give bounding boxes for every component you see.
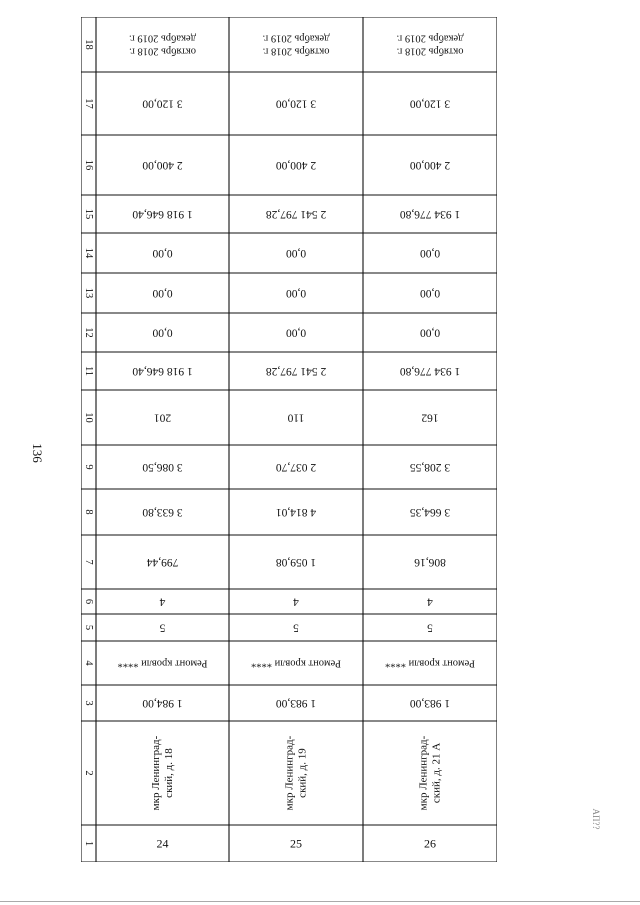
table-cell: 2 541 797,28 (265, 208, 327, 220)
table-cell: 806,16 (414, 556, 446, 568)
table-cell: 3 120,00 (275, 97, 317, 110)
header-number: 18 (83, 39, 94, 50)
table-cell: 3 208,55 (409, 461, 451, 473)
rotated-data-table (81, 17, 497, 862)
table-cell: 4 (159, 595, 166, 608)
row-number-cell: 24 (156, 836, 169, 851)
table-cell: 0,00 (419, 326, 441, 339)
table-cell: 2 400,00 (409, 159, 451, 171)
address-cell: ский, д. 21 А (430, 742, 443, 804)
address-cell: ский, д. 18 (163, 748, 176, 798)
table-cell: 2 541 797,28 (265, 365, 327, 377)
table-cell: 0,00 (285, 247, 307, 259)
header-number: 10 (83, 412, 94, 423)
table-cell: 2 400,00 (142, 159, 183, 171)
header-number: 9 (83, 464, 94, 470)
header-number: 4 (83, 660, 94, 666)
table-cell: 1 059,08 (275, 556, 317, 568)
header-number: 14 (83, 247, 94, 259)
table-cell: 3 633,80 (142, 506, 183, 518)
table-cell: 5 (427, 621, 433, 634)
header-number: 16 (83, 159, 94, 171)
table-cell: 3 664,35 (409, 506, 451, 518)
header-number: 3 (83, 700, 94, 706)
table-cell: 0,00 (152, 287, 173, 299)
table-cell: 3 120,00 (142, 97, 183, 110)
header-number: 15 (83, 208, 94, 220)
table-cell: 4 814,01 (275, 506, 317, 518)
work-type-cell: Ремонт кровли **** (385, 657, 475, 669)
page-number: 136 (30, 443, 45, 463)
table-cell: 5 (293, 621, 299, 634)
row-number-cell: 25 (290, 836, 302, 851)
table-cell: 1 934 776,80 (399, 365, 461, 377)
address-cell: ский, д. 19 (296, 748, 309, 798)
table-grid (81, 17, 497, 862)
table-cell: 162 (421, 411, 439, 424)
period-cell: декабрь 2019 г. (129, 32, 196, 44)
header-number: 8 (83, 509, 94, 515)
header-number: 12 (83, 327, 94, 338)
header-number: 13 (83, 287, 94, 299)
table-cell: 0,00 (152, 326, 173, 339)
period-cell: октябрь 2018 г. (262, 45, 330, 57)
period-cell: декабрь 2019 г. (396, 32, 464, 44)
table-cell: 0,00 (152, 247, 173, 259)
table-cell: 0,00 (285, 326, 307, 339)
table-cell: 799,44 (146, 556, 179, 568)
page-bottom-rule (0, 901, 640, 902)
work-type-cell: Ремонт кровли **** (117, 657, 208, 669)
table-cell: 2 400,00 (275, 159, 317, 171)
table-cell: 3 086,50 (142, 461, 183, 473)
table-cell: 1 918 646,40 (132, 365, 193, 377)
table-cell: 110 (287, 411, 305, 424)
table-cell: 1 984,00 (142, 697, 183, 709)
table-cell: 1 918 646,40 (132, 208, 193, 220)
margin-mark: АП?? (591, 808, 601, 830)
table-cell: 1 934 776,80 (399, 208, 461, 220)
table-cell: 4 (293, 595, 299, 608)
table-cell: 0,00 (419, 247, 441, 259)
period-cell: октябрь 2018 г. (396, 45, 464, 57)
table-cell: 1 983,00 (275, 697, 317, 709)
table-cell: 3 120,00 (409, 97, 451, 110)
address-cell: мкр Ленинград- (149, 735, 162, 811)
header-number: 2 (83, 770, 94, 776)
table-cell: 5 (159, 621, 166, 634)
row-number-cell: 26 (424, 836, 436, 851)
table-cell: 1 983,00 (409, 697, 451, 709)
table-cell: 0,00 (285, 287, 307, 299)
header-number: 1 (83, 840, 94, 847)
table-cell: 2 037,70 (275, 461, 317, 473)
table-cell: 0,00 (419, 287, 441, 299)
period-cell: декабрь 2019 г. (262, 32, 330, 44)
table-cell: 201 (153, 411, 172, 424)
work-type-cell: Ремонт кровли **** (251, 657, 341, 669)
header-number: 7 (83, 559, 94, 565)
period-cell: октябрь 2018 г. (129, 45, 196, 57)
header-number: 5 (83, 624, 94, 631)
header-number: 6 (83, 598, 94, 605)
address-cell: мкр Ленинград- (417, 735, 430, 811)
header-number: 11 (83, 365, 94, 377)
table-cell: 4 (427, 595, 433, 608)
address-cell: мкр Ленинград- (283, 735, 296, 811)
header-number: 17 (83, 98, 94, 109)
